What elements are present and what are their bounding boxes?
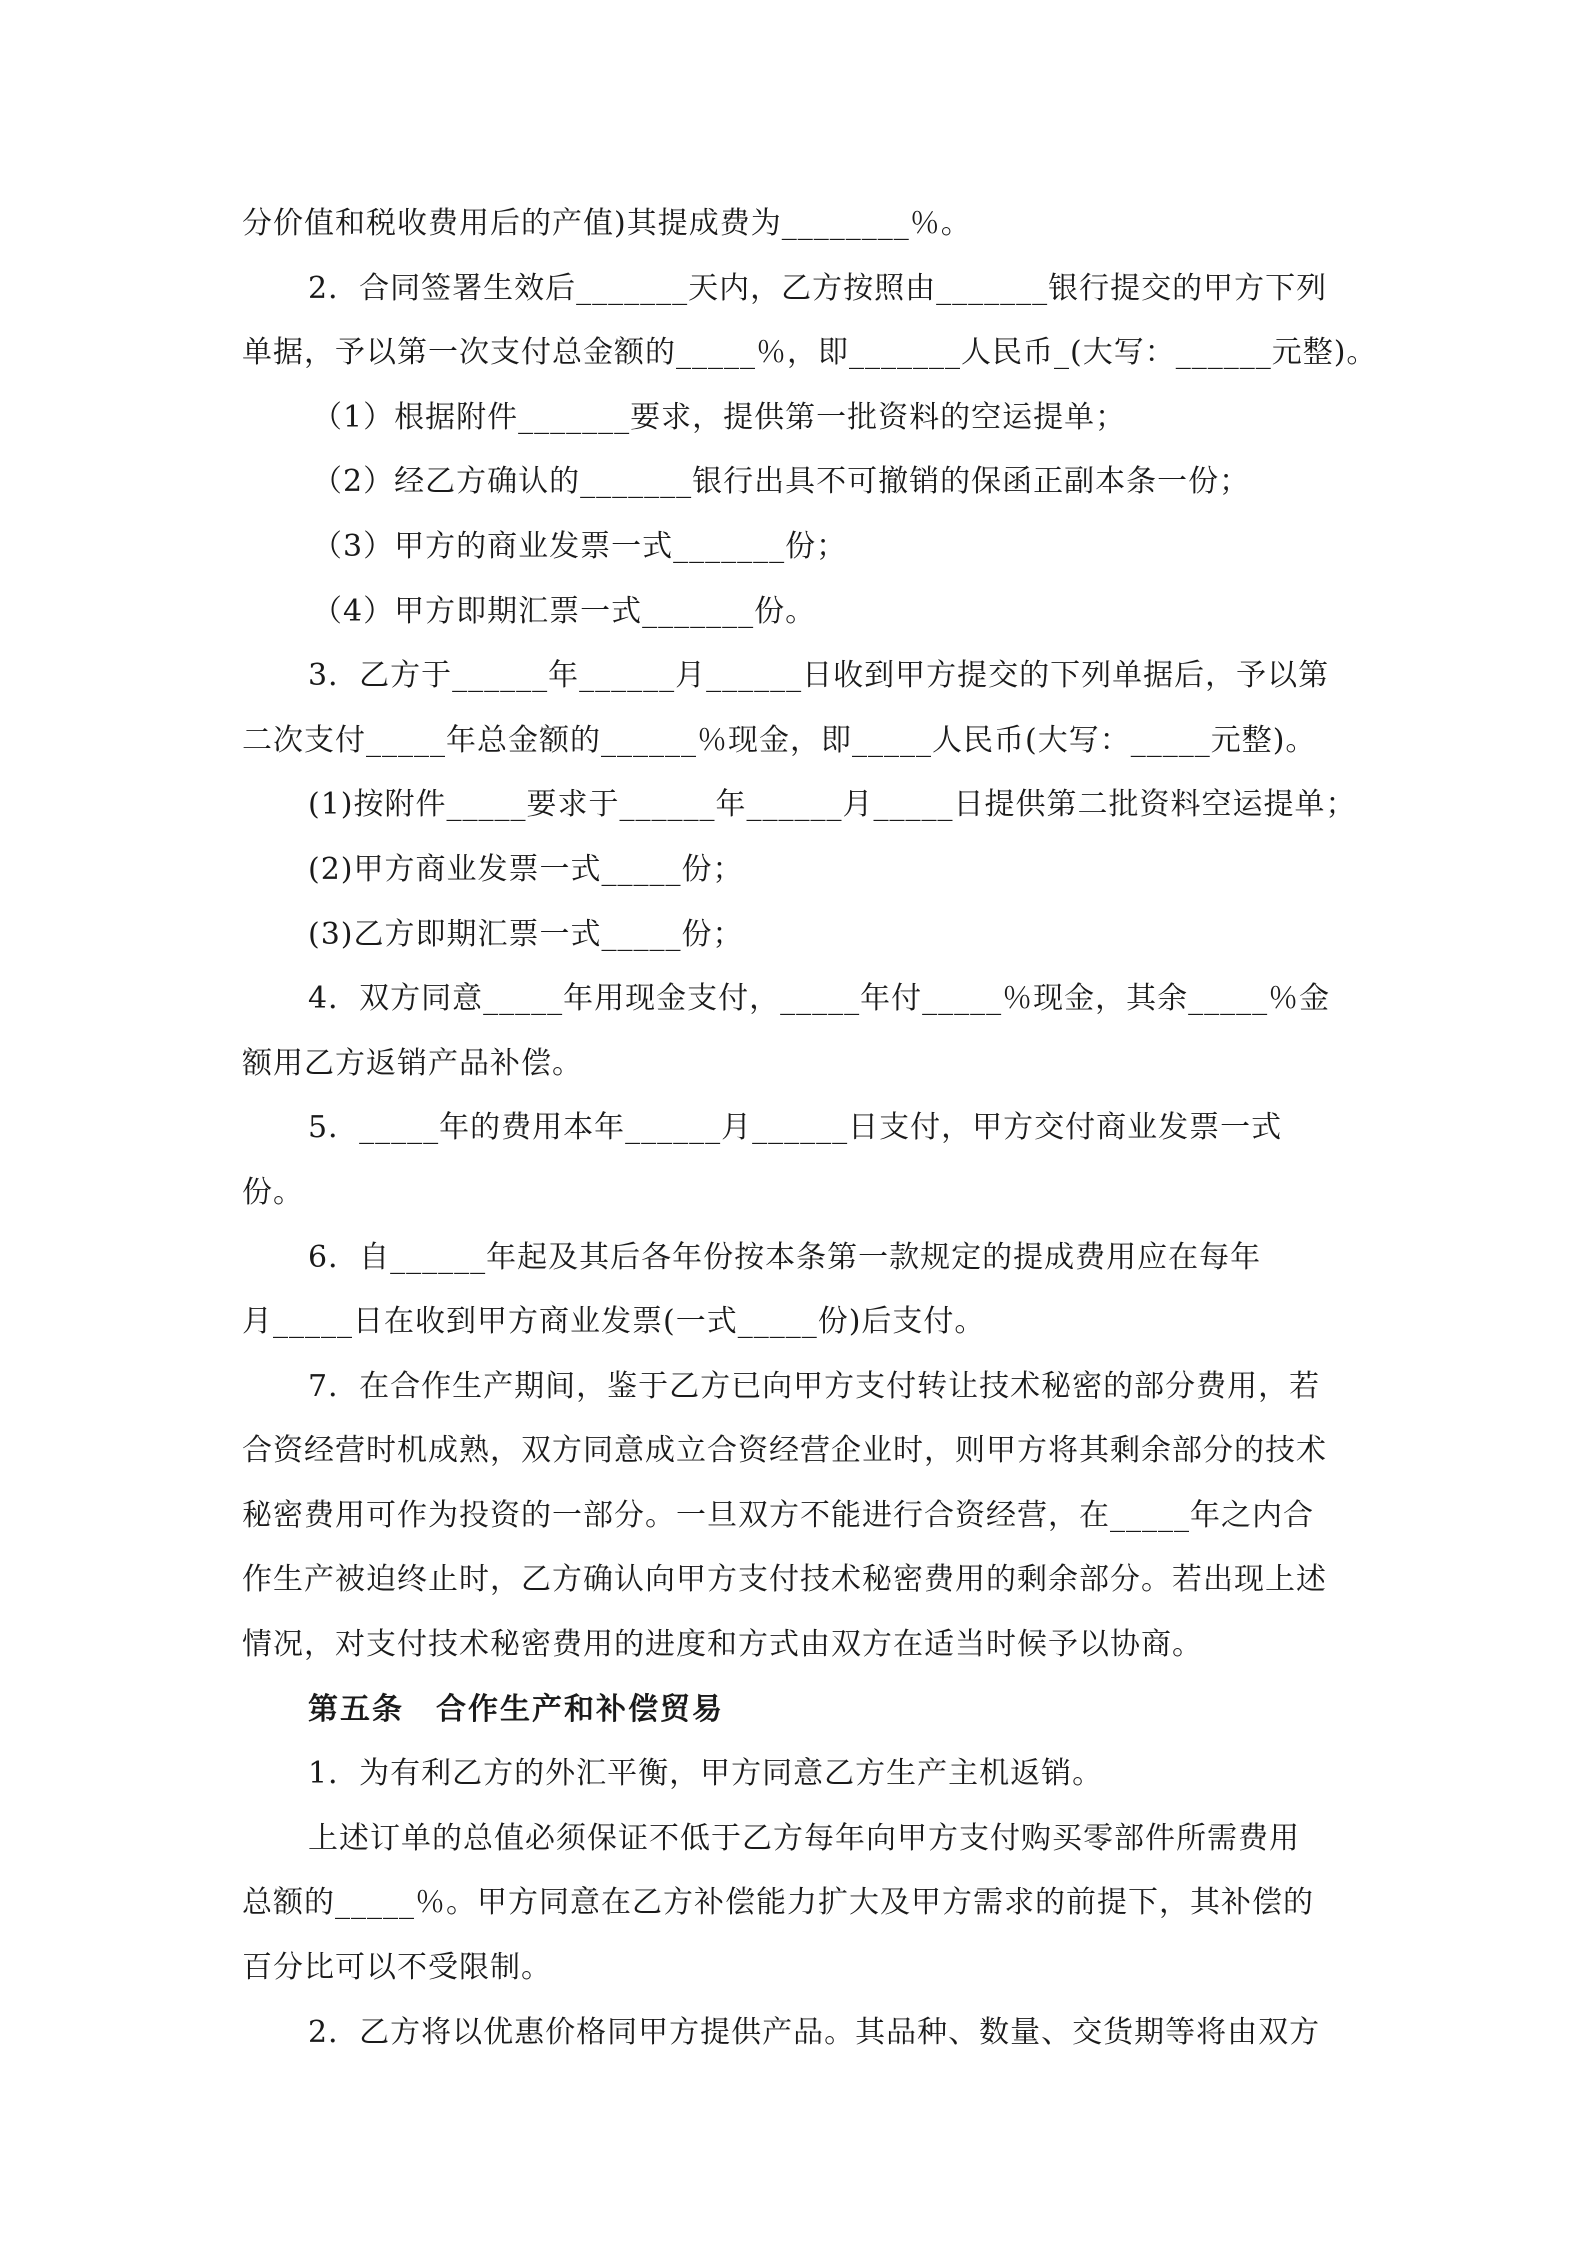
text-line: （4）甲方即期汇票一式_______份。 — [312, 593, 817, 629]
text-line: 分价值和税收费用后的产值)其提成费为________％。 — [242, 206, 972, 241]
text-line: 情况，对支付技术秘密费用的进度和方式由双方在适当时候予以协商。 — [242, 1627, 1203, 1663]
text-line: 二次支付_____年总金额的______％现金，即_____人民币(大写：_____元整)。 — [242, 722, 1317, 758]
text-line: 百分比可以不受限制。 — [242, 1950, 552, 1986]
text-line: 6．自______年起及其后各年份按本条第一款规定的提成费用应在每年 — [308, 1239, 1262, 1275]
text-line: 3．乙方于______年______月______日收到甲方提交的下列单据后，予以第 — [308, 658, 1330, 694]
text-line: 份。 — [242, 1174, 304, 1210]
text-line: 5．_____年的费用本年______月______日支付，甲方交付商业发票一式 — [308, 1110, 1283, 1146]
text-line: （2）经乙方确认的_______银行出具不可撤销的保函正副本条一份； — [312, 464, 1251, 500]
text-line: 额用乙方返销产品补偿。 — [242, 1045, 583, 1081]
text-line: （1）根据附件_______要求，提供第一批资料的空运提单； — [312, 399, 1127, 435]
text-line: 月_____日在收到甲方商业发票(一式_____份)后支付。 — [242, 1304, 986, 1340]
text-line: (1)按附件_____要求于______年______月_____日提供第二批资料空运提单； — [308, 787, 1357, 823]
text-line: 合资经营时机成熟，双方同意成立合资经营企业时，则甲方将其剩余部分的技术 — [242, 1433, 1327, 1469]
text-line: 2．乙方将以优惠价格同甲方提供产品。其品种、数量、交货期等将由双方 — [308, 2014, 1321, 2050]
contract-body — [242, 192, 1378, 2065]
text-line: 7．在合作生产期间，鉴于乙方已向甲方支付转让技术秘密的部分费用，若 — [308, 1368, 1321, 1404]
text-line: 作生产被迫终止时，乙方确认向甲方支付技术秘密费用的剩余部分。若出现上述 — [242, 1562, 1327, 1598]
section-heading: 第五条 合作生产和补偿贸易 — [308, 1691, 724, 1727]
text-line: 2．合同签署生效后_______天内，乙方按照由_______银行提交的甲方下列 — [308, 270, 1328, 306]
text-line: (3)乙方即期汇票一式_____份； — [308, 916, 744, 952]
text-line: 单据，予以第一次支付总金额的_____％，即_______人民币_(大写：______元整)。 — [242, 335, 1378, 371]
text-line: （3）甲方的商业发票一式_______份； — [312, 528, 848, 564]
text-line: 上述订单的总值必须保证不低于乙方每年向甲方支付购买零部件所需费用 — [308, 1820, 1300, 1856]
text-line: 1．为有利乙方的外汇平衡，甲方同意乙方生产主机返销。 — [308, 1756, 1104, 1792]
text-line: 秘密费用可作为投资的一部分。一旦双方不能进行合资经营，在_____年之内合 — [242, 1497, 1314, 1533]
text-line: 4．双方同意_____年用现金支付，_____年付_____％现金，其余_____％金 — [308, 981, 1331, 1017]
text-line: 总额的_____％。甲方同意在乙方补偿能力扩大及甲方需求的前提下，其补偿的 — [242, 1885, 1314, 1921]
text-line: (2)甲方商业发票一式_____份； — [308, 851, 744, 887]
